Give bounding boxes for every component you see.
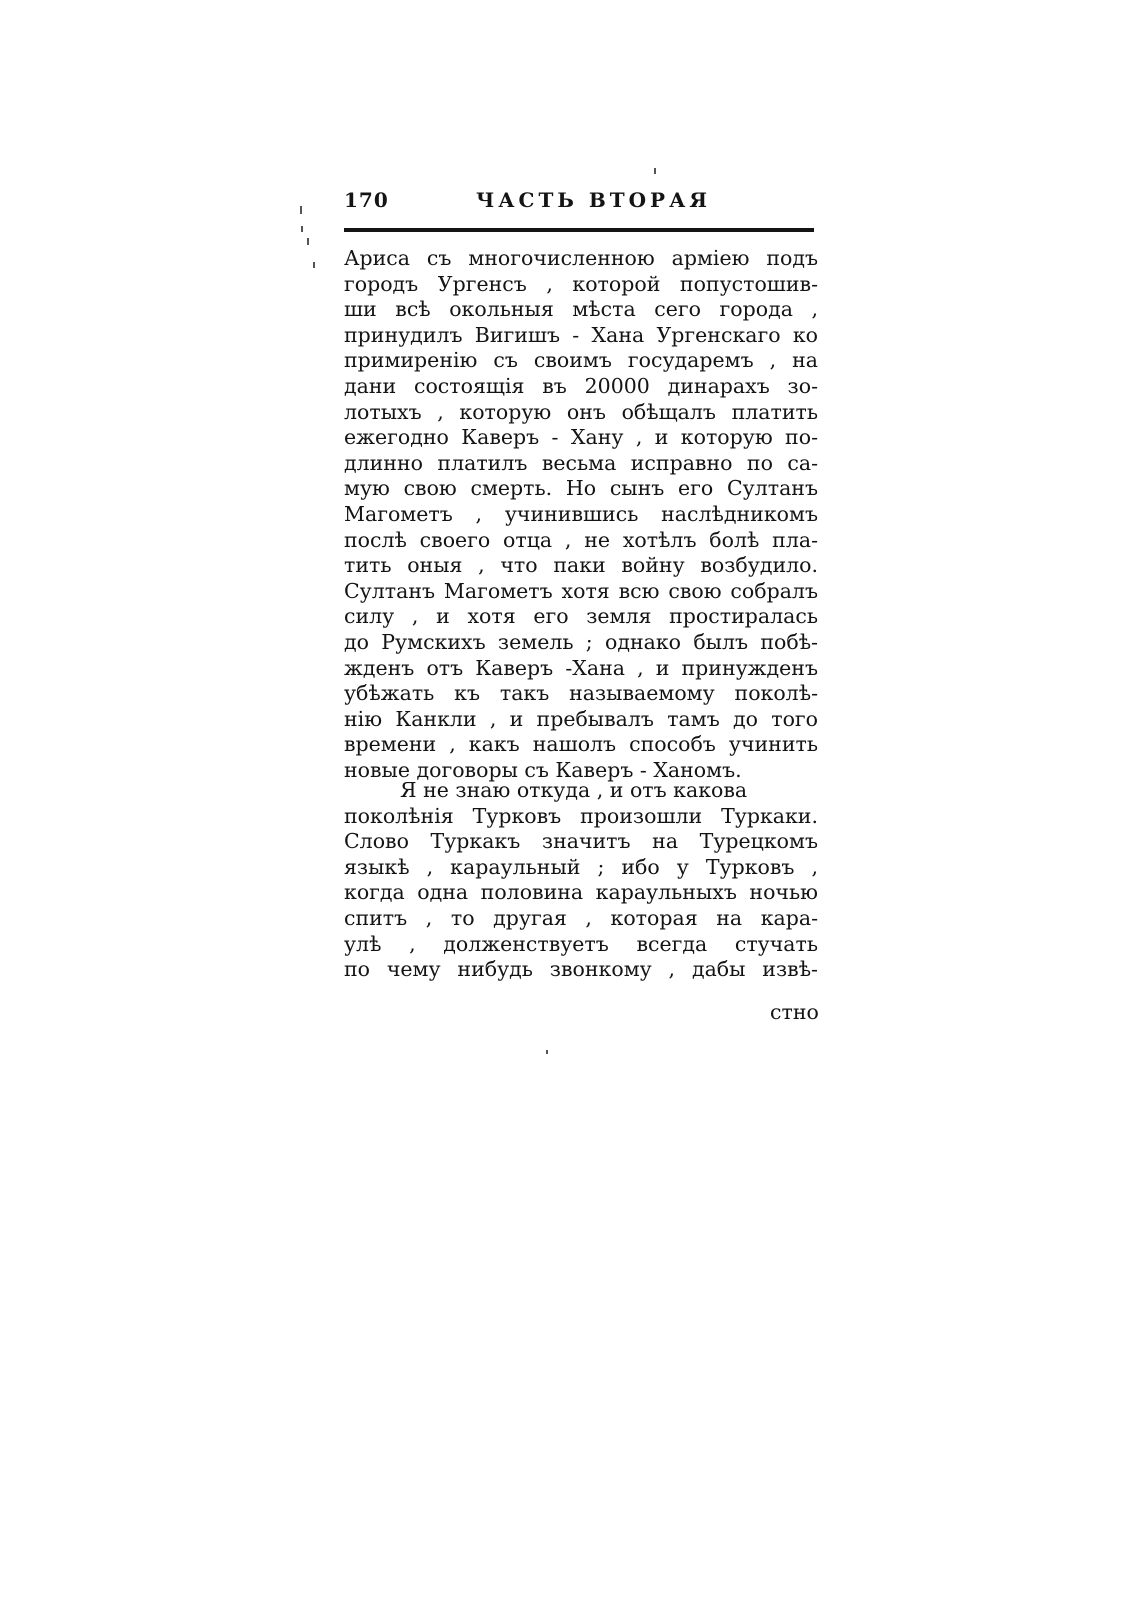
text-line: времени , какъ нашолъ способъ учинить [344,732,818,757]
text-line: по чему нибудь звонкому , дабы извѣ- [344,957,818,982]
text-line: примиренiю съ своимъ государемъ , на [344,348,818,373]
text-line: принудилъ Вигишъ - Хана Ургенскаго ко [344,322,818,347]
running-title: ЧАСТЬ ВТОРАЯ [476,188,711,212]
paragraph-1 [344,246,818,783]
text-line: ежегодно Каверъ - Хану , и которую по- [344,425,818,450]
text-line: до Румскихъ земель ; однако былъ побѣ- [344,629,818,654]
scan-speck [313,262,315,268]
scan-speck [301,226,303,232]
text-line: Слово Туркакъ значитъ на Турецкомъ [344,829,818,854]
text-line: нiю Канкли , и пребывалъ тамъ до того [344,706,818,731]
text-line: послѣ своего отца , не хотѣлъ болѣ пла- [344,527,818,552]
text-line: длинно платилъ весьма исправно по са- [344,450,818,475]
page-header [344,188,814,218]
text-line: Я не знаю откуда , и отъ какова [400,778,748,802]
text-line: жденъ отъ Каверъ -Хана , и принужденъ [344,655,818,680]
text-line: мую свою смерть. Но сынъ его Султанъ [344,476,818,501]
scan-speck [546,1050,548,1054]
text-line: тить оныя , что паки войну возбудило. [344,553,818,578]
text-line: лотыхъ , которую онъ обѣщалъ платить [344,399,818,424]
text-line: когда одна половина караульныхъ ночью [344,880,818,905]
text-line: Султанъ Магометъ хотя всю свою собралъ [344,578,818,603]
catchword: стно [770,1000,819,1024]
text-line: ши всѣ окольныя мѣста сего города , [344,297,818,322]
text-line: поколѣнiя Турковъ произошли Туркаки. [344,803,818,828]
text-line: силу , и хотя его земля простиралась [344,604,818,629]
text-line: Магометъ , учинившись наслѣдникомъ [344,501,818,526]
text-line: Ариса съ многочисленною армiею подъ [344,246,818,270]
text-line: убѣжать къ такъ называемому поколѣ- [344,681,818,706]
page-number: 170 [344,188,389,212]
scan-speck [654,168,656,174]
text-line: городъ Ургенсъ , которой попустошив- [344,271,818,296]
text-line: дани состоящiя въ 20000 динарахъ зо- [344,373,818,398]
text-line: новые договоры съ Каверъ - Ханомъ. [344,757,742,782]
scan-speck [300,206,302,214]
text-line: спитъ , то другая , которая на кара- [344,905,818,930]
text-line: улѣ , долженствуетъ всегда стучать [344,931,818,956]
scan-speck [307,238,309,245]
header-rule [344,228,814,232]
paragraph-2 [344,778,818,983]
text-line: языкѣ , караульный ; ибо у Турковъ , [344,854,818,879]
